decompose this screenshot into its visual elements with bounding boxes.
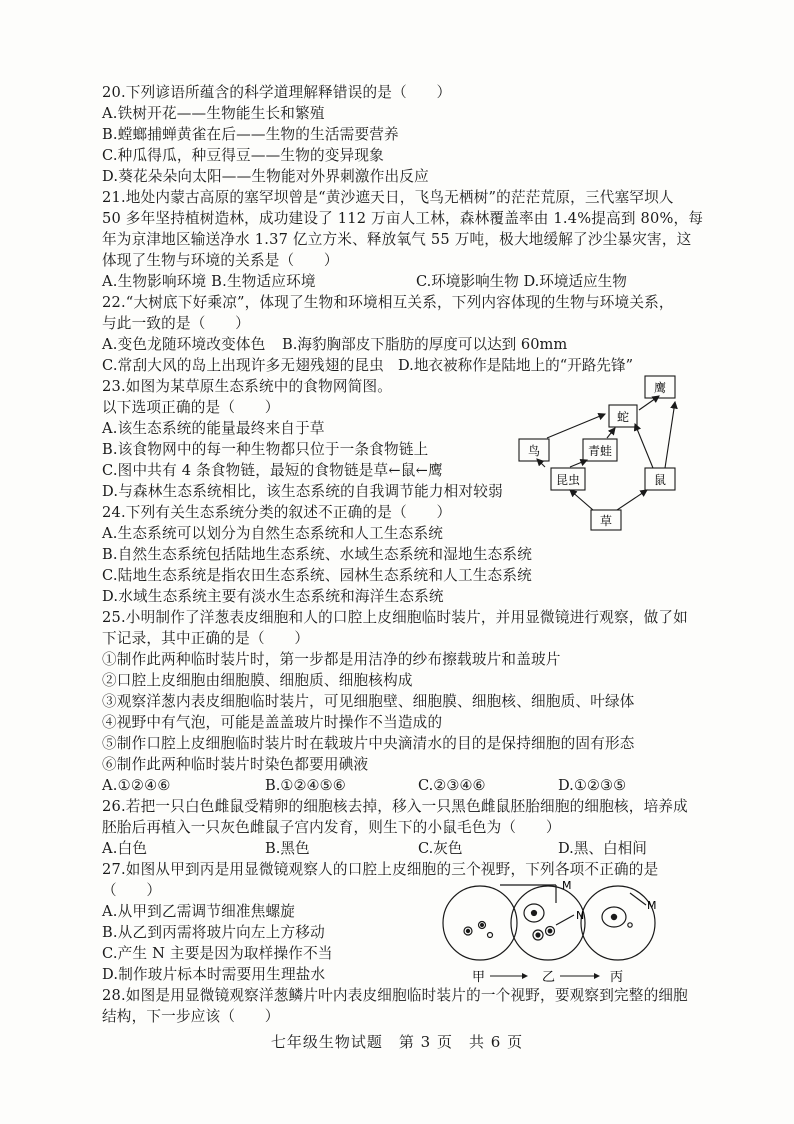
q23-line-1: 23.如图为某草原生态系统中的食物网简图。 <box>102 378 393 395</box>
q22-line-1: 22.“大树底下好乘凉”，体现了生物和环境相互关系，下列内容体现的生物与环境关系， <box>102 294 674 311</box>
q26-line-2: 胚胎后再植入一只灰色雌鼠子宫内发育，则生下的小鼠毛色为（ ） <box>102 819 561 836</box>
q25-option-a: A.①②④⑥ <box>102 777 171 794</box>
label-jia: 甲 <box>472 970 486 985</box>
label-bing: 丙 <box>610 970 624 985</box>
grass-label: 草 <box>599 514 613 528</box>
q26-option-c: C.灰色 <box>418 840 463 857</box>
mouse-label: 鼠 <box>653 473 667 487</box>
q22-line-2: 与此一致的是（ ） <box>102 315 250 332</box>
q24-stem: 24.下列有关生态系统分类的叙述不正确的是（ ） <box>102 504 452 521</box>
q26-line-1: 26.若把一只白色雌鼠受精卵的细胞核去掉，移入一只黑色雌鼠胚胎细胞的细胞核，培养成 <box>102 798 688 815</box>
q24-option-b: B.自然生态系统包括陆地生态系统、水域生态系统和湿地生态系统 <box>102 546 532 563</box>
q24-option-c: C.陆地生态系统是指农田生态系统、园林生态系统和人工生态系统 <box>102 567 532 584</box>
q20-stem: 20.下列谚语所蕴含的科学道理解释错误的是（ ） <box>102 84 452 101</box>
view-yi-field <box>511 886 585 960</box>
q28-line-2: 结构，下一步应该（ ） <box>102 1008 280 1025</box>
q20-option-b: B.螳螂捕蝉黄雀在后——生物的生活需要营养 <box>102 126 399 143</box>
q25-statement-5: ⑤制作口腔上皮细胞临时装片时在载玻片中央滴清水的目的是保持细胞的固有形态 <box>102 735 635 752</box>
q27-line-1: 27.如图从甲到丙是用显微镜观察人的口腔上皮细胞的三个视野，下列各项不正确的是 <box>102 861 659 878</box>
q23-option-c: C.图中共有 4 条食物链，最短的食物链是草←鼠←鹰 <box>102 462 443 479</box>
q22-option-c: C.常刮大风的岛上出现许多无翅残翅的昆虫 <box>102 357 384 374</box>
q25-statement-6: ⑥制作此两种临时装片时染色都要用碘液 <box>102 756 369 773</box>
q25-statement-2: ②口腔上皮细胞由细胞膜、细胞质、细胞核构成 <box>102 672 413 689</box>
page-footer: 七年级生物试题 第 3 页 共 6 页 <box>270 1033 524 1051</box>
q21-options-cd: C.环境影响生物 D.环境适应生物 <box>416 273 627 290</box>
q25-statement-3: ③观察洋葱内表皮细胞临时装片，可见细胞壁、细胞膜、细胞核、细胞质、叶绿体 <box>102 693 635 710</box>
q26-option-d: D.黑、白相间 <box>558 840 647 857</box>
q20-option-a: A.铁树开花——生物能生长和繁殖 <box>102 105 325 122</box>
q21-options-ab: A.生物影响环境 B.生物适应环境 <box>102 273 316 290</box>
q22-option-b: B.海豹胸部皮下脂肪的厚度可以达到 60mm <box>282 336 568 353</box>
q25-line-1: 25.小明制作了洋葱表皮细胞和人的口腔上皮细胞临时装片，并用显微镜进行观察，做了如 <box>102 609 688 626</box>
q21-line-3: 年为京津地区输送净水 1.37 亿立方米、释放氧气 55 万吨，极大地缓解了沙尘暴灾害，这 <box>102 231 692 248</box>
view-jia-field <box>443 886 517 960</box>
q22-option-d: D.地衣被称作是陆地上的“开路先锋” <box>398 357 634 374</box>
q26-option-b: B.黑色 <box>265 840 310 857</box>
view-bing-field <box>581 886 655 960</box>
q24-option-d: D.水域生态系统主要有淡水生态系统和海洋生态系统 <box>102 588 444 605</box>
q25-option-b: B.①②④⑤⑥ <box>265 777 346 794</box>
q21-line-4: 体现了生物与环境的关系是（ ） <box>102 252 339 269</box>
label-m-yi: M <box>562 879 572 892</box>
q23-option-b: B.该食物网中的每一种生物都只位于一条食物链上 <box>102 441 429 458</box>
snake-label: 蛇 <box>616 410 630 424</box>
q20-option-c: C.种瓜得瓜，种豆得豆——生物的变异现象 <box>102 147 384 164</box>
label-m-bing: M <box>647 899 657 912</box>
q26-option-a: A.白色 <box>102 840 148 857</box>
q23-line-2: 以下选项正确的是（ ） <box>102 399 280 416</box>
q27-line-2: （ ） <box>102 882 162 899</box>
frog-label: 青蛙 <box>587 444 613 458</box>
q25-statement-1: ①制作此两种临时装片时，第一步都是用洁净的纱布擦载玻片和盖玻片 <box>102 651 561 668</box>
q20-option-d: D.葵花朵朵向太阳——生物能对外界刺激作出反应 <box>102 168 429 185</box>
q23-option-a: A.该生态系统的能量最终来自于草 <box>102 420 325 437</box>
hawk-label: 鹰 <box>653 381 667 395</box>
q21-line-1: 21.地处内蒙古高原的塞罕坝曾是“黄沙遮天日，飞鸟无栖树”的茫茫荒原，三代塞罕坝人 <box>102 189 674 206</box>
q27-option-c: C.产生 N 主要是因为取样操作不当 <box>102 945 333 962</box>
microscope-views-figure <box>438 873 668 993</box>
q25-option-d: D.①②③⑤ <box>558 777 627 794</box>
q27-option-d: D.制作玻片标本时需要用生理盐水 <box>102 966 326 983</box>
q21-line-2: 50 多年坚持植树造林，成功建设了 112 万亩人工林，森林覆盖率由 1.4%提高到 80%，每 <box>102 210 704 227</box>
q27-option-b: B.从乙到丙需将玻片向左上方移动 <box>102 924 325 941</box>
label-n: N <box>576 909 585 922</box>
q25-line-2: 下记录，其中正确的是（ ） <box>102 630 310 647</box>
q28-line-1: 28.如图是用显微镜观察洋葱鳞片叶内表皮细胞临时装片的一个视野，要观察到完整的细胞 <box>102 987 688 1004</box>
insect-label: 昆虫 <box>555 473 581 487</box>
q25-option-c: C.②③④⑥ <box>418 777 486 794</box>
q25-statement-4: ④视野中有气泡，可能是盖盖玻片时操作不当造成的 <box>102 714 443 731</box>
q24-option-a: A.生态系统可以划分为自然生态系统和人工生态系统 <box>102 525 444 542</box>
label-yi: 乙 <box>542 970 556 985</box>
bird-label: 鸟 <box>527 444 541 458</box>
q23-option-d: D.与森林生态系统相比，该生态系统的自我调节能力相对较弱 <box>102 483 503 500</box>
food-web-diagram <box>515 372 691 532</box>
q22-option-a: A.变色龙随环境改变体色 <box>102 336 266 353</box>
q27-option-a: A.从甲到乙需调节细准焦螺旋 <box>102 903 296 920</box>
